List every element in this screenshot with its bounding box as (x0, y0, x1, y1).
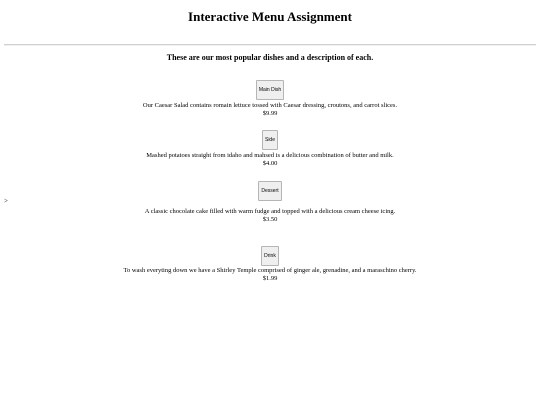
menu-item-drink (0, 244, 540, 282)
stray-text: > (4, 197, 8, 205)
side-description: Mashed potatoes straight from idaho and mahsed is a delicious combination of butter and milk. (146, 152, 394, 159)
page-title: Interactive Menu Assignment (188, 9, 352, 24)
main-dish-description: Our Caesar Salad contains romain lettuce tossed with Caesar dressing, croutons, and carrot slices. (142, 102, 398, 109)
menu-item-main-dish (0, 78, 540, 117)
dessert-button[interactable]: Dessert (258, 181, 281, 201)
main-dish-button[interactable]: Main Dish (256, 80, 284, 100)
horizontal-divider (4, 44, 536, 46)
page-subtitle: These are our most popular dishes and a description of each. (166, 53, 374, 62)
side-button[interactable]: Side (262, 130, 278, 150)
side-price: $4.00 (262, 160, 278, 167)
dessert-description: A classic chocolate cake filled with warm fudge and topped with a delicious cream cheese icing. (144, 208, 396, 215)
drink-price: $1.99 (262, 275, 278, 282)
drink-description: To wash everyting down we have a Shirley Temple comprised of ginger ale, grenadine, and a maraschino cherry. (123, 267, 417, 274)
dessert-price: $3.50 (262, 216, 278, 223)
menu-item-dessert (0, 179, 540, 223)
drink-button[interactable]: Drink (261, 246, 279, 266)
menu-item-side (0, 128, 540, 167)
main-dish-price: $9.99 (262, 110, 278, 117)
